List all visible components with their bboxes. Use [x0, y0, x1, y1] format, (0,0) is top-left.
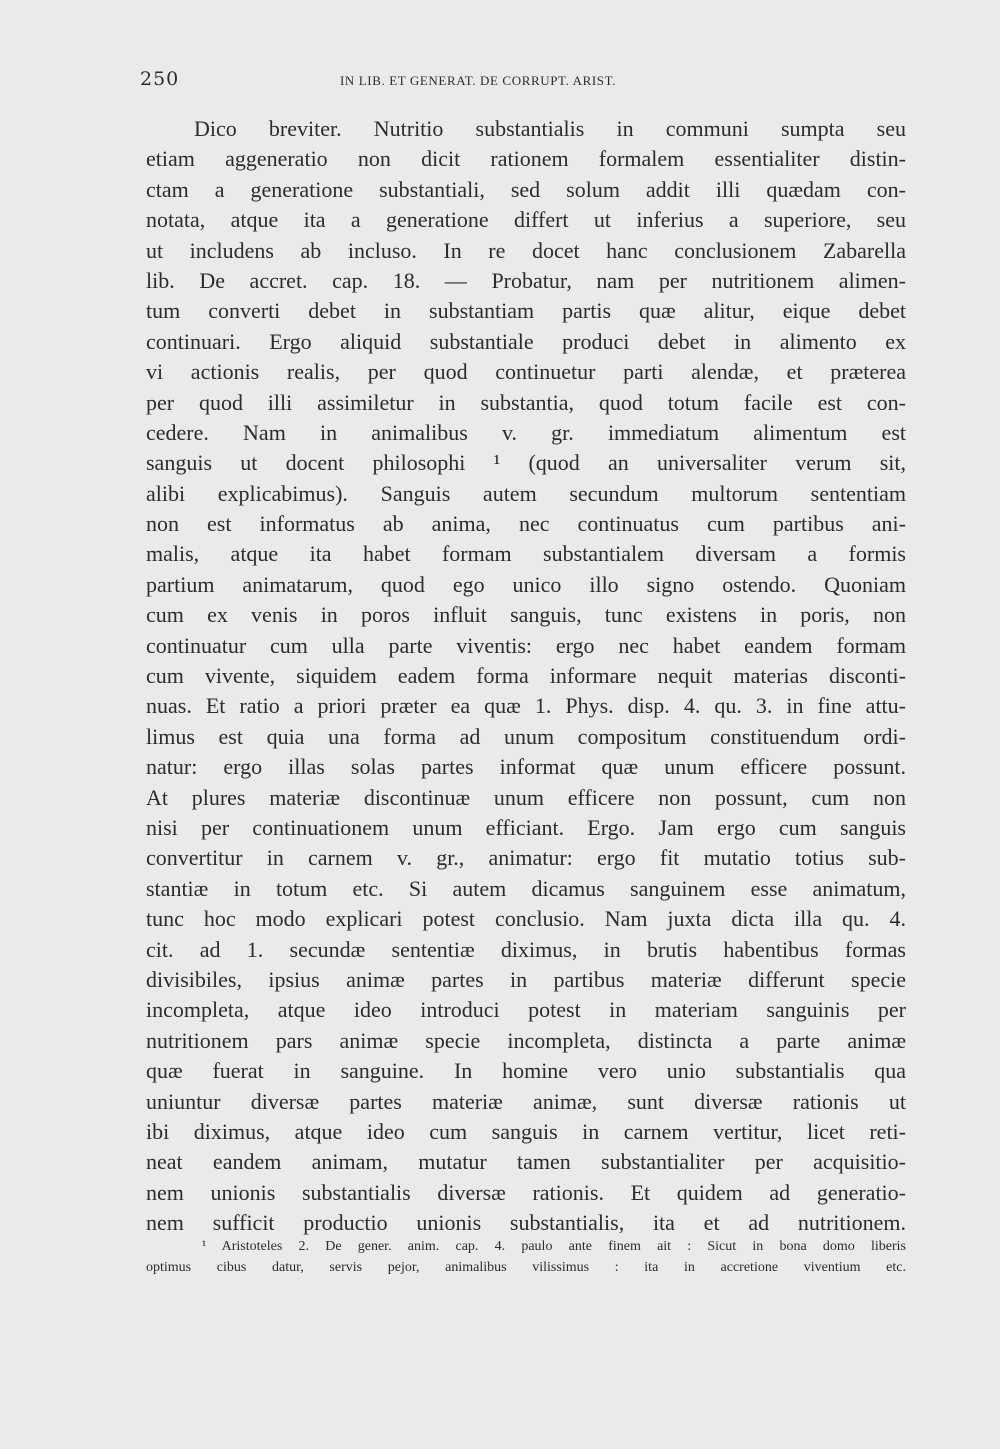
- text-line: quæ fuerat in sanguine. In homine vero unio substantialis qua: [146, 1058, 906, 1084]
- text-line: nem sufficit productio unionis substantialis, ita et ad nutritionem.: [146, 1210, 906, 1236]
- text-line: convertitur in carnem v. gr., animatur: ergo fit mutatio totius sub-: [146, 845, 906, 871]
- text-line: partium animatarum, quod ego unico illo signo ostendo. Quoniam: [146, 571, 906, 597]
- text-line: vi actionis realis, per quod continuetur parti alendæ, et præterea: [146, 359, 906, 385]
- text-line: nutritionem pars animæ specie incompleta, distincta a parte animæ: [146, 1027, 906, 1053]
- text-line: cum vivente, siquidem eadem forma informare nequit materias disconti-: [146, 663, 906, 689]
- text-line: notata, atque ita a generatione differt ut inferius a superiore, seu: [146, 207, 906, 233]
- footnote-line: ¹ Aristoteles 2. De gener. anim. cap. 4. paulo ante finem ait : Sicut in bona domo liberis: [202, 1239, 906, 1254]
- text-line: alibi explicabimus). Sanguis autem secundum multorum sententiam: [146, 480, 906, 506]
- text-line: malis, atque ita habet formam substantialem diversam a formis: [146, 541, 906, 567]
- text-line: limus est quia una forma ad unum compositum constituendum ordi-: [146, 723, 906, 749]
- text-line: nuas. Et ratio a priori præter ea quæ 1. Phys. disp. 4. qu. 3. in fine attu-: [146, 693, 906, 719]
- text-line: ut includens ab incluso. In re docet hanc conclusionem Zabarella: [146, 237, 906, 263]
- text-line: divisibiles, ipsius animæ partes in partibus materiæ differunt specie: [146, 966, 906, 992]
- text-line: lib. De accret. cap. 18. — Probatur, nam per nutritionem alimen-: [146, 267, 906, 293]
- body-text: [146, 114, 906, 1238]
- text-line: neat eandem animam, mutatur tamen substantialiter per acquisitio-: [146, 1149, 906, 1175]
- text-line: tunc hoc modo explicari potest conclusio. Nam juxta dicta illa qu. 4.: [146, 906, 906, 932]
- page-number: 250: [140, 68, 180, 90]
- text-line: cit. ad 1. secundæ sententiæ diximus, in brutis habentibus formas: [146, 936, 906, 962]
- footnotes: [146, 1236, 906, 1278]
- text-line: cum ex venis in poros influit sanguis, tunc existens in poris, non: [146, 602, 906, 628]
- running-head: IN LIB. ET GENERAT. DE CORRUPT. ARIST.: [340, 73, 617, 88]
- page-header: [140, 68, 910, 98]
- text-line: continuari. Ergo aliquid substantiale produci debet in alimento ex: [146, 328, 906, 354]
- text-line: ibi diximus, atque ideo cum sanguis in carnem vertitur, licet reti-: [146, 1118, 906, 1144]
- text-line: sanguis ut docent philosophi ¹ (quod an universaliter verum sit,: [146, 450, 906, 476]
- text-line: tum converti debet in substantiam partis quæ alitur, eique debet: [146, 298, 906, 324]
- text-line: nem unionis substantialis diversæ rationis. Et quidem ad generatio-: [146, 1179, 906, 1205]
- text-line: cedere. Nam in animalibus v. gr. immediatum alimentum est: [146, 419, 906, 445]
- text-line: etiam aggeneratio non dicit rationem formalem essentialiter distin-: [146, 146, 906, 172]
- text-line: stantiæ in totum etc. Si autem dicamus sanguinem esse animatum,: [146, 875, 906, 901]
- text-line: uniuntur diversæ partes materiæ animæ, sunt diversæ rationis ut: [146, 1088, 906, 1114]
- footnote-line: optimus cibus datur, servis pejor, animalibus vilissimus : ita in accretione viventium etc.: [146, 1260, 906, 1275]
- text-line: At plures materiæ discontinuæ unum efficere non possunt, cum non: [146, 784, 906, 810]
- text-line: ctam a generatione substantiali, sed solum addit illi quædam con-: [146, 176, 906, 202]
- text-line: natur: ergo illas solas partes informat quæ unum efficere possunt.: [146, 754, 906, 780]
- text-line: nisi per continuationem unum efficiant. Ergo. Jam ergo cum sanguis: [146, 814, 906, 840]
- text-line: continuatur cum ulla parte viventis: ergo nec habet eandem formam: [146, 632, 906, 658]
- text-line: Dico breviter. Nutritio substantialis in communi sumpta seu: [194, 116, 906, 141]
- text-line: incompleta, atque ideo introduci potest in materiam sanguinis per: [146, 997, 906, 1023]
- text-line: non est informatus ab anima, nec continuatus cum partibus ani-: [146, 511, 906, 537]
- text-line: per quod illi assimiletur in substantia, quod totum facile est con-: [146, 389, 906, 415]
